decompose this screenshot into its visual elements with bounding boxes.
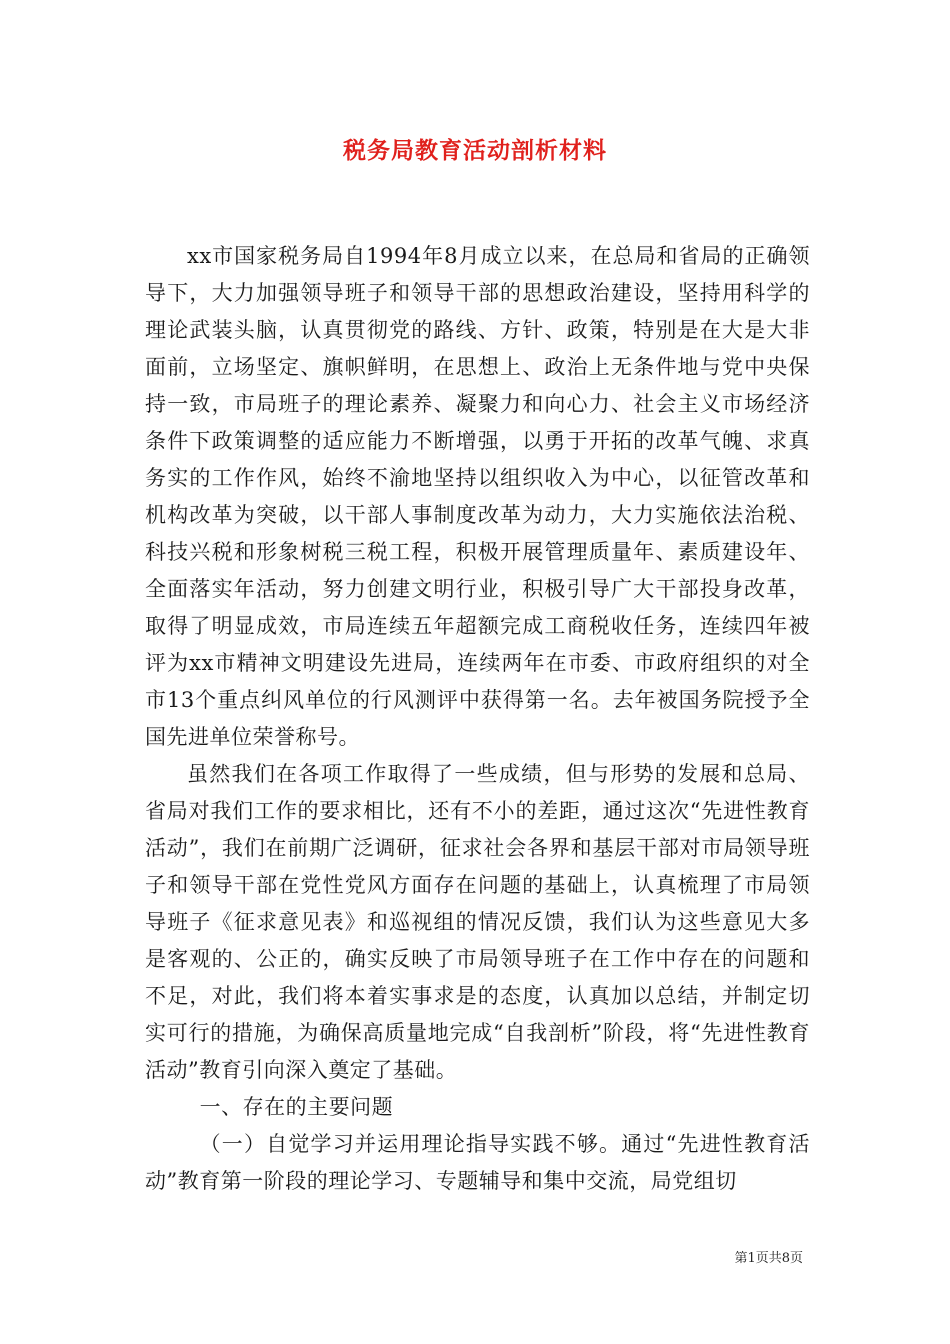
document-body <box>145 238 810 1200</box>
paragraph-intro: xx市国家税务局自1994年8月成立以来，在总局和省局的正确领导下，大力加强领导班子和领导干部的思想政治建设，坚持用科学的理论武装头脑，认真贯彻党的路线、方针、政策，特别是在大是大非面前，立场坚定、旗帜鲜明，在思想上、政治上无条件地与党中央保持一致，市局班子的理论素养、凝聚力和向心力、社会主义市场经济条件下政策调整的适应能力不断增强，以勇于开拓的改革气魄、求真务实的工作作风，始终不渝地坚持以组织收入为中心，以征管改革和机构改革为突破，以干部人事制度改革为动力，大力实施依法治税、科技兴税和形象树税三税工程，积极开展管理质量年、素质建设年、全面落实年活动，努力创建文明行业，积极引导广大干部投身改革，取得了明显成效，市局连续五年超额完成工商税收任务，连续四年被评为xx市精神文明建设先进局，连续两年在市委、市政府组织的对全市13个重点纠风单位的行风测评中获得第一名。去年被国务院授予全国先进单位荣誉称号。 <box>145 244 810 749</box>
page-number: 第1页共8页 <box>734 1251 803 1266</box>
subsection-paragraph: （一）自觉学习并运用理论指导实践不够。通过“先进性教育活动”教育第一阶段的理论学习、专题辅导和集中交流，局党组切 <box>145 1132 810 1193</box>
paragraph-gap: 虽然我们在各项工作取得了一些成绩，但与形势的发展和总局、省局对我们工作的要求相比，还有不小的差距，通过这次“先进性教育活动”，我们在前期广泛调研，征求社会各界和基层干部对市局领导班子和领导干部在党性党风方面存在问题的基础上，认真梳理了市局领导班子《征求意见表》和巡视组的情况反馈，我们认为这些意见大多是客观的、公正的，确实反映了市局领导班子在工作中存在的问题和不足，对此，我们将本着实事求是的态度，认真加以总结，并制定切实可行的措施，为确保高质量地完成“自我剖析”阶段，将“先进性教育活动”教育引向深入奠定了基础。 <box>145 762 810 1082</box>
document-title: 税务局教育活动剖析材料 <box>343 137 607 164</box>
section-heading: 一、存在的主要问题 <box>199 1095 394 1119</box>
